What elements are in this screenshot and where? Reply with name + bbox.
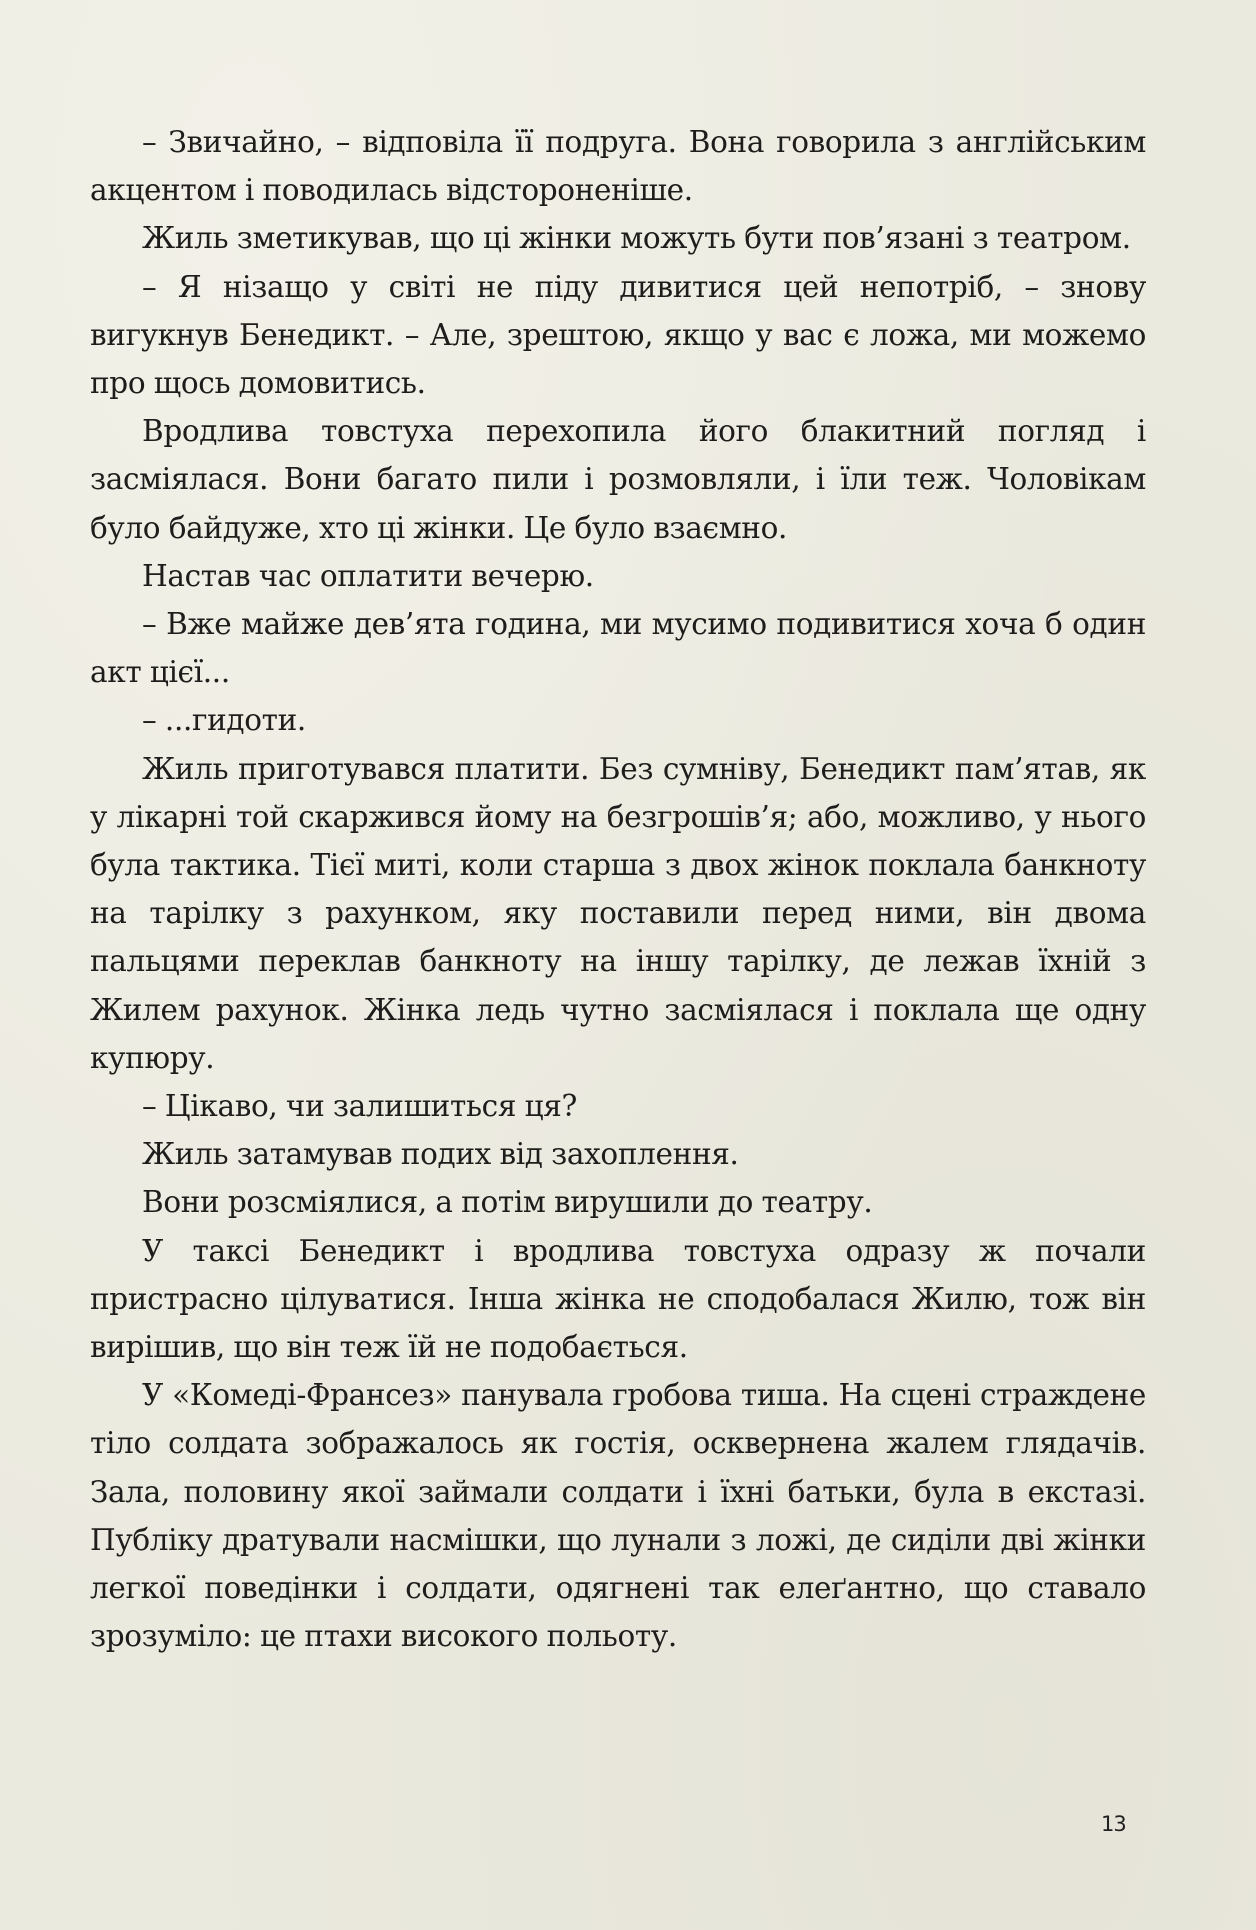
paragraph: Жиль приготувався платити. Без сумніву, Бенедикт пам’ятав, як у лікарні той скаржився йому на безгрошів’я; або, можливо, у нього була тактика. Тієї миті, коли старша з двох жінок поклала банкноту на тарілку з рахунком, яку поставили перед ними, він двома пальцями переклав банкноту на іншу тарілку, де лежав їхній з Жилем рахунок. Жінка ледь чутно засміялася і поклала ще одну купюру. (90, 751, 1146, 1075)
page-number: 13 (1101, 1812, 1126, 1836)
paragraph: – Я нізащо у світі не піду дивитися цей непотріб, – знову вигукнув Бенедикт. – Але, зрештою, якщо у вас є ложа, ми можемо про щось домовитись. (90, 269, 1146, 401)
paragraph: Настав час оплатити вечерю. (142, 558, 594, 593)
paragraph: – Цікаво, чи залишиться ця? (142, 1089, 577, 1124)
paragraph: Вони розсміялися, а потім вирушили до театру. (142, 1185, 873, 1220)
paragraph: Вродлива товстуха перехопила його блакитний погляд і засміялася. Вони багато пили і розмовляли, і їли теж. Чоловікам було байдуже, хто ці жінки. Це було взаємно. (90, 414, 1146, 545)
paragraph: – Вже майже дев’ята година, ми мусимо подивитися хоча б один акт цієї... (90, 607, 1146, 690)
paragraph: Жиль затамував подих від захоплення. (142, 1137, 739, 1172)
paragraph: Жиль зметикував, що ці жінки можуть бути пов’язані з театром. (142, 221, 1131, 256)
paragraph: У таксі Бенедикт і вродлива товстуха одразу ж почали пристрасно цілуватися. Інша жінка не сподобалася Жилю, тож він вирішив, що він теж їй не подобається. (90, 1233, 1146, 1365)
book-page-text-block (90, 118, 1146, 1661)
paragraph: – ...гидоти. (142, 703, 306, 738)
paragraph: – Звичайно, – відповіла її подруга. Вона говорила з англійським акцентом і поводилась відстороненіше. (90, 125, 1146, 208)
paragraph: У «Комеді-Франсез» панувала гробова тиша. На сцені страждене тіло солдата зображалось як гостія, осквернена жалем глядачів. Зала, половину якої займали солдати і їхні батьки, була в екстазі. Публіку дратували насмішки, що лунали з ложі, де сиділи дві жінки легкої поведінки і солдати, одягнені так елеґантно, що ставало зрозуміло: це птахи високого польоту. (90, 1378, 1146, 1654)
